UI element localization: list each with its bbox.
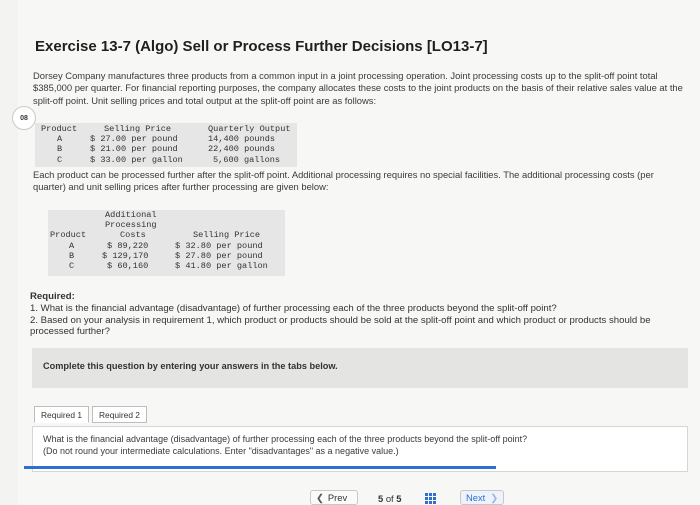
total-pages: 5	[396, 493, 402, 504]
cell-product: A	[69, 240, 75, 251]
cell-price: $ 41.80 per gallon	[175, 260, 268, 271]
chevron-left-icon: ❮	[316, 492, 324, 503]
required-section	[30, 291, 685, 338]
further-processing-table	[48, 210, 285, 276]
grid-view-icon[interactable]	[425, 493, 437, 504]
cell-price: $ 33.00 per gallon	[90, 154, 183, 165]
tab-required-1[interactable]: Required 1	[34, 406, 89, 423]
cell-price: $ 21.00 per pound	[90, 144, 178, 155]
question-text	[43, 434, 673, 457]
col-costs: Costs	[120, 230, 146, 241]
table-header	[48, 210, 285, 220]
badge-label: 08	[20, 114, 28, 122]
question-line-2: (Do not round your intermediate calculations. Enter "disadvantages" as a negative value.)	[43, 445, 399, 456]
cell-product: B	[69, 250, 75, 261]
exercise-page	[18, 0, 700, 505]
prev-label: Prev	[327, 492, 348, 503]
split-off-table	[35, 123, 297, 167]
col-product: Product	[41, 124, 78, 134]
cell-price: $ 27.00 per pound	[90, 134, 178, 145]
intro-paragraph: Dorsey Company manufactures three products from a common input in a joint processing operation. Joint processing costs up to the split-off point total $385,000 per quarter. For financial reporting purposes, the company allocates these costs to the joint products on the basis of their relative sales value at the split-off point. Unit selling prices and total output at the split-off point are as follows:	[33, 70, 683, 106]
col-selling-price: Selling Price	[193, 230, 261, 241]
chevron-right-icon: ❯	[490, 492, 499, 503]
cell-cost: $ 60,160	[107, 260, 149, 271]
cell-product: A	[57, 134, 63, 145]
pagination-bar	[0, 488, 700, 505]
table-row	[48, 241, 285, 251]
complete-prompt: Complete this question by entering your answers in the tabs below.	[43, 361, 338, 371]
required-item-2: 2. Based on your analysis in requirement 1, which product or products should be sold at the split-off point and which product or products should be processed further?	[30, 314, 651, 338]
further-processing-paragraph: Each product can be processed further after the split-off point. Additional processing requires no special facilities. The additional processing costs (per quarter) and unit selling prices after further processing are given below:	[33, 169, 654, 193]
table-header	[38, 124, 297, 134]
table-row	[38, 134, 297, 144]
instructions-banner	[32, 348, 688, 388]
cell-output: 22,400 pounds	[208, 144, 276, 155]
header-processing: Processing	[105, 220, 157, 231]
col-product: Product	[50, 230, 87, 241]
col-selling-price: Selling Price	[104, 124, 172, 134]
required-label: Required:	[30, 291, 75, 302]
table-row	[38, 155, 297, 165]
cell-output: 5,600 gallons	[213, 154, 281, 165]
page-indicator	[378, 493, 401, 504]
cell-product: C	[57, 154, 63, 165]
table-row	[48, 261, 285, 271]
cell-price: $ 27.80 per pound	[175, 250, 263, 261]
tab-required-2[interactable]: Required 2	[92, 406, 147, 423]
table-row	[38, 144, 297, 154]
table-header	[48, 220, 285, 230]
table-row	[48, 251, 285, 261]
exercise-title: Exercise 13-7 (Algo) Sell or Process Further Decisions [LO13-7]	[35, 38, 488, 55]
header-additional: Additional	[105, 210, 157, 220]
col-quarterly-output: Quarterly Output	[208, 124, 291, 134]
active-divider	[24, 466, 496, 469]
cell-product: C	[69, 260, 75, 271]
question-number-badge[interactable]	[12, 106, 36, 130]
cell-cost: $ 89,220	[107, 240, 149, 251]
cell-cost: $ 129,170	[102, 250, 149, 261]
question-line-1: What is the financial advantage (disadvantage) of further processing each of the three products beyond the split-off point?	[43, 434, 528, 444]
page-of: of	[385, 493, 394, 504]
cell-price: $ 32.80 per pound	[175, 240, 263, 251]
answer-tabs	[34, 406, 150, 423]
next-label: Next	[466, 492, 486, 503]
current-page: 5	[378, 493, 384, 504]
required-item-1: 1. What is the financial advantage (disadvantage) of further processing each of the three products beyond the split-off point?	[30, 302, 557, 314]
cell-output: 14,400 pounds	[208, 134, 276, 145]
next-button[interactable]	[460, 490, 504, 505]
cell-product: B	[57, 144, 63, 155]
prev-button[interactable]	[310, 490, 358, 505]
table-header	[48, 230, 285, 240]
